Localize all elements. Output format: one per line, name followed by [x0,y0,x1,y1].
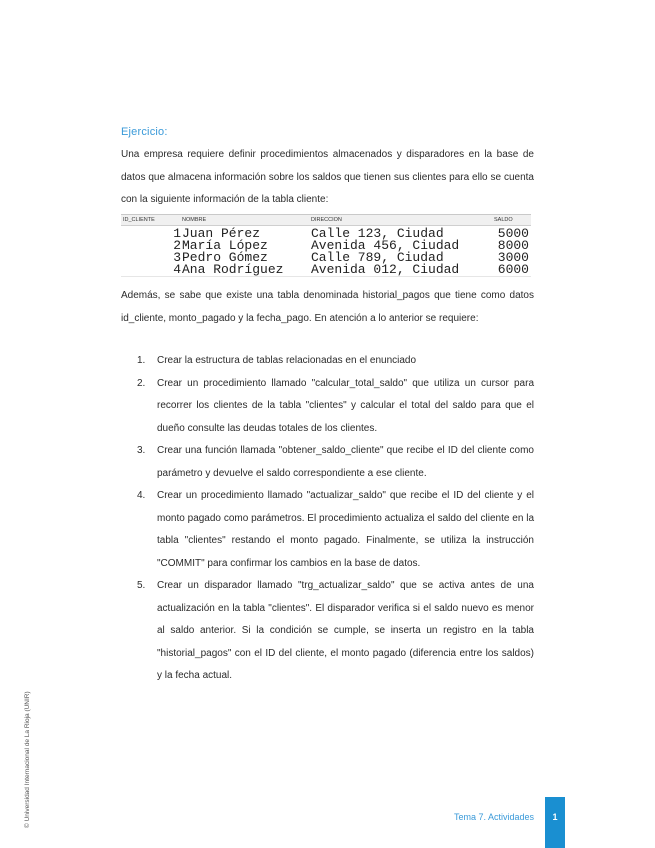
item-text: Crear una función llamada "obtener_saldo_cliente" que recibe el ID del cliente como parámetro y devuelve el saldo correspondiente a ese cliente. [157,445,534,479]
list-item [121,440,534,485]
header-direccion: DIRECCION [311,217,342,223]
cell-saldo: 3000 [497,250,529,265]
header-saldo: SALDO [494,217,513,223]
item-number: 2. [137,377,146,389]
client-table [121,214,531,277]
requirements-list [121,350,534,688]
cell-saldo: 8000 [497,238,529,253]
table-row [121,264,531,276]
cell-nombre: María López [182,238,268,253]
cell-nombre: Ana Rodríguez [182,262,284,277]
cell-direccion: Calle 123, Ciudad [311,226,444,241]
footer-topic-label: Tema 7. Actividades [453,812,534,822]
cell-direccion: Avenida 456, Ciudad [311,238,460,253]
list-item [121,373,534,441]
item-number: 1. [137,355,146,366]
intro-paragraph: Una empresa requiere definir procedimientos almacenados y disparadores en la base de datos que almacena información sobre los saldos que tienen sus clientes para ello se cuenta con la siguiente información de la tabla cliente: [121,149,534,205]
cell-nombre: Juan Pérez [182,226,261,241]
exercise-heading: Ejercicio: [121,126,168,138]
cell-saldo: 6000 [497,262,529,277]
cell-id: 2 [173,238,181,253]
item-number: 3. [137,445,146,456]
cell-nombre: Pedro Gómez [182,250,268,265]
cell-id: 4 [173,262,181,277]
item-text: Crear la estructura de tablas relacionadas en el enunciado [157,355,417,366]
page-number: 1 [545,797,565,848]
item-text: Crear un procedimiento llamado "calcular_total_saldo" que utiliza un cursor para recorrer los clientes de la tabla "clientes" y calcular el total del saldo para que el dueño consulte las deudas totales de los clientes. [157,377,534,434]
cell-id: 1 [173,226,181,241]
item-text: Crear un disparador llamado "trg_actualizar_saldo" que se activa antes de una actualización en la tabla "clientes". El disparador verifica si el saldo nuevo es menor al saldo anterior. Si la condición se cumple, se inserta un registro en la tabla "historial_pagos" con el ID del cliente, el monto pagado (diferencia entre los saldos) y la fecha actual. [157,580,534,681]
cell-direccion: Avenida 012, Ciudad [311,262,460,277]
context-paragraph: Además, se sabe que existe una tabla denominada historial_pagos que tiene como datos id_cliente, monto_pagado y la fecha_pago. En atención a lo anterior se requiere: [121,290,534,324]
list-item [121,350,534,373]
list-item [121,485,534,575]
item-number: 5. [137,580,146,591]
item-text: Crear un procedimiento llamado "actualizar_saldo" que recibe el ID del cliente y el monto pagado como parámetros. El procedimiento actualiza el saldo del cliente en la tabla "clientes" restando el monto pagado. Finalmente, se utiliza la instrucción "COMMIT" para confirmar los cambios en la base de datos. [157,490,534,569]
cell-id: 3 [173,250,181,265]
list-item [121,575,534,688]
cell-direccion: Calle 789, Ciudad [311,250,444,265]
table-header [121,215,531,226]
cell-saldo: 5000 [497,226,529,241]
header-nombre: NOMBRE [182,217,207,223]
header-id-cliente: ID_CLIENTE [123,217,155,223]
copyright-sidebar: © Universidad Internacional de La Rioja (UNIR) [24,691,31,828]
item-number: 4. [137,490,146,501]
